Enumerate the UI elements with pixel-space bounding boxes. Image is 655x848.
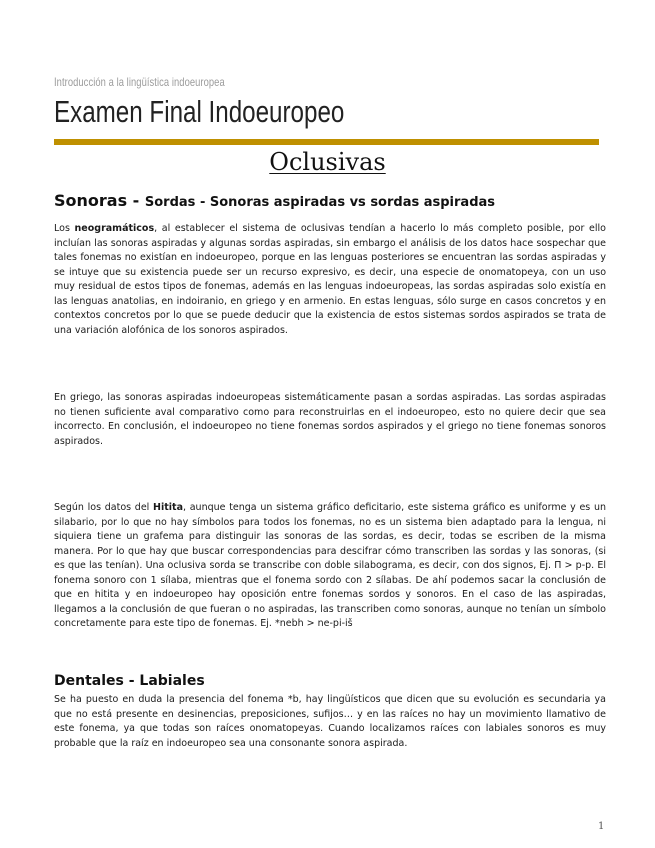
paragraph-neogramaticos xyxy=(54,222,606,338)
exam-title: Examen Final Indoeuropeo xyxy=(54,94,345,129)
section-title: Oclusivas xyxy=(269,148,386,176)
subtitle-rest: Sordas - Sonoras aspiradas vs sordas aspiradas xyxy=(144,195,496,210)
page-number: 1 xyxy=(598,821,605,832)
paragraph-labiales: Se ha puesto en duda la presencia del fonema *b, hay lingüísticos que dicen que su evolución es secundaria ya que no está presente en desinencias, preposiciones, sufijos… y en las raíces no hay un movimiento llamativo de este fonema, ya que todas son raíces onomatopeyas. Cuando localizamos raíces con labiales sonoros es muy probable que la raíz en indoeuropeo sea una consonante sonora aspirada. xyxy=(54,694,606,749)
p1-pre: Los xyxy=(54,223,75,234)
section-subtitle xyxy=(54,191,614,210)
p1-bold: neogramáticos xyxy=(74,223,155,234)
header-rule xyxy=(54,139,599,145)
subsection-title: Dentales - Labiales xyxy=(54,673,205,689)
p3-bold: Hitita xyxy=(153,502,183,513)
paragraph-griego: En griego, las sonoras aspiradas indoeuropeas sistemáticamente pasan a sordas aspiradas. Las sordas aspiradas no tienen suficiente aval comparativo como para reconstruirlas en el indoeuropeo, esto no quiere decir que sea incorrecto. En conclusión, el indoeuropeo no tiene fonemas sordos aspirados y el griego no tiene fonemas sonoros aspirados. xyxy=(54,392,606,447)
p1-post: , al establecer el sistema de oclusivas tendían a hacerlo lo más completo posible, por ello incluían las sonoras aspiradas y algunas sordas aspiradas, sin embargo el análisis de los datos hace sospechar que tales fonemas no existían en indoeuropeo, porque en las lenguas posteriores se encuentran las sordas aspiradas y se intuye que su existencia puede ser un recurso expresivo, es decir, una especie de onomatopeya, con un uso muy residual de estos tipos de fonemas, además en las lenguas indoeuropeas, las sordas aspiradas solo existía en las lenguas anatolias, en indoiranio, en griego y en armenio. En estas lenguas, sólo surge en casos concretos y en contextos concretos por lo que se puede deducir que la existencia de estos sistemas sordos aspirados se trata de una variación alofónica de los sonoros aspirados. xyxy=(54,223,606,336)
p3-post: , aunque tenga un sistema gráfico deficitario, este sistema gráfico es uniforme y es un silabario, por lo que no hay símbolos para todos los fonemas, no es un sistema bien adaptado para la lengua, ni siquiera tiene un grafema para distinguir las sonoras de las sordas, es decir, todas se escriben de la misma manera. Por lo que hay que buscar correspondencias para descifrar cómo transcriben las sordas y las sonoras, (si es que las tenían). Una oclusiva sorda se transcribe con doble silabograma, es decir, con dos signos, Ej. Π > p-p. El fonema sonoro con 1 sílaba, mientras que el fonema sordo con 2 sílabas. De ahí podemos sacar la conclusión de que en hitita y en indoeuropeo hay oposición entre fonemas sordos y sonoros. En el caso de las aspiradas, llegamos a la conclusión de que fueran o no aspiradas, las transcriben como sonoras, aunque no tenían un símbolo concretamente para este tipo de fonemas. Ej. *nebh > ne-pi-iš xyxy=(54,502,606,629)
subtitle-sonoras: Sonoras - xyxy=(54,191,145,210)
course-header: Introducción a la lingüística indoeuropea xyxy=(54,75,225,89)
p3-pre: Según los datos del xyxy=(54,502,154,513)
paragraph-hitita xyxy=(54,501,606,632)
